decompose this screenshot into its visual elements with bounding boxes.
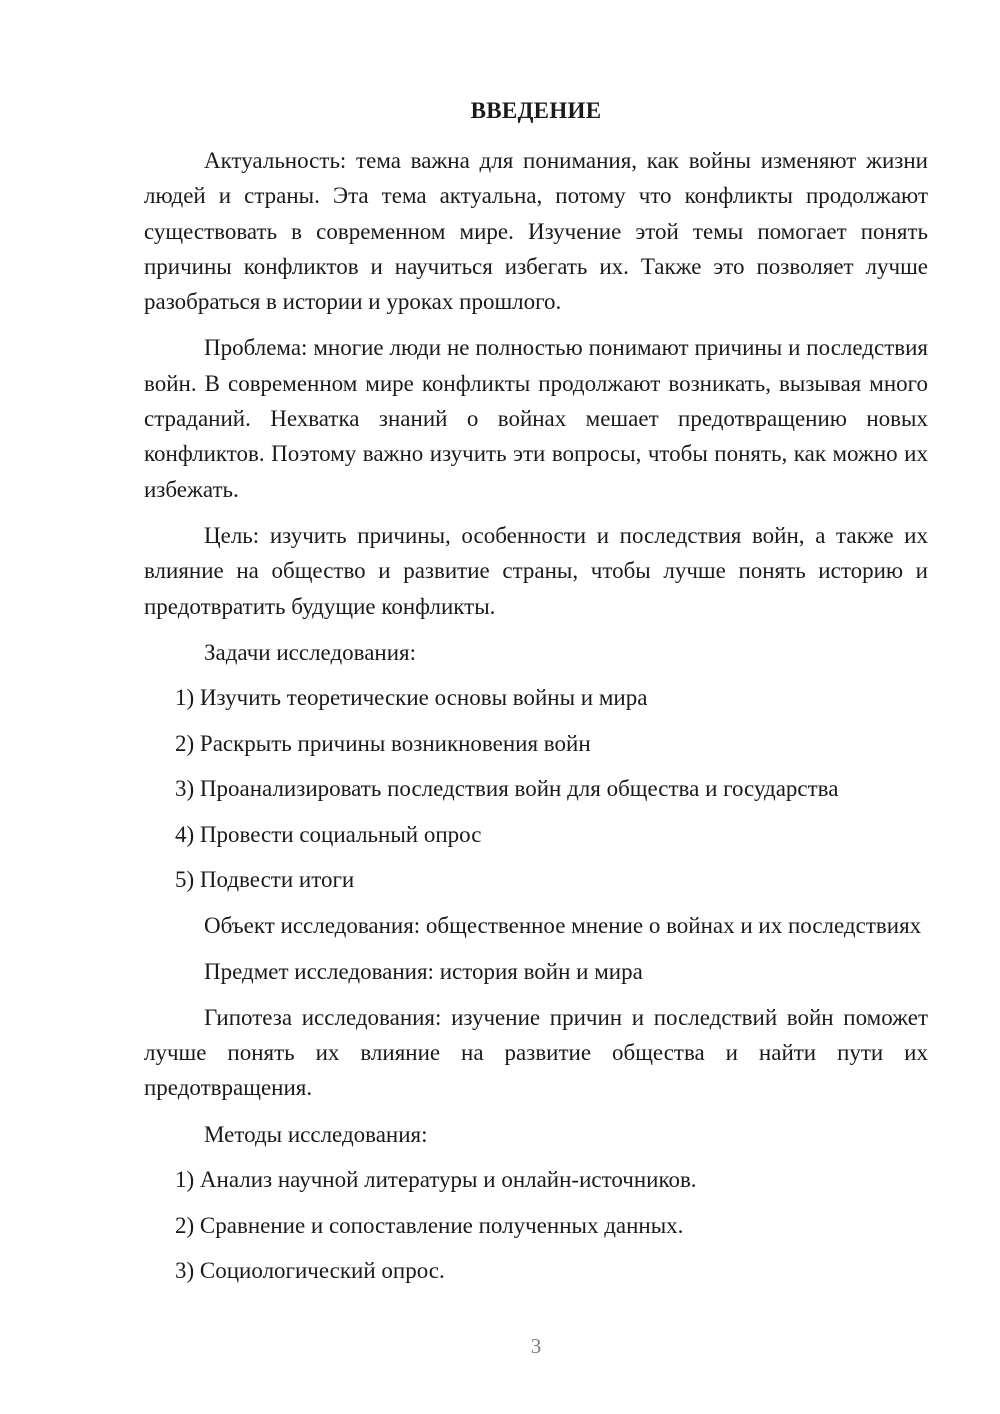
problem-paragraph: Проблема: многие люди не полностью понимают причины и последствия войн. В современном мире конфликты продолжают возникать, вызывая много страданий. Нехватка знаний о войнах мешает предотвращению новых конфликтов. Поэтому важно изучить эти вопросы, чтобы понять, как можно их избежать. (144, 335, 928, 502)
section-title: ВВЕДЕНИЕ (470, 98, 602, 123)
body-text (144, 143, 928, 1299)
goal-paragraph: Цель: изучить причины, особенности и последствия войн, а также их влияние на общество и развитие страны, чтобы лучше понять историю и предотвратить будущие конфликты. (144, 522, 928, 619)
task-item: 3) Проанализировать последствия войн для общества и государства (175, 776, 839, 802)
method-item: 1) Анализ научной литературы и онлайн-источников. (175, 1167, 697, 1193)
task-item: 2) Раскрыть причины возникновения войн (175, 730, 591, 756)
object-paragraph: Объект исследования: общественное мнение о войнах и их последствиях (204, 912, 922, 938)
task-item: 1) Изучить теоретические основы войны и мира (175, 685, 648, 711)
task-item: 5) Подвести итоги (175, 867, 355, 893)
tasks-heading: Задачи исследования: (204, 639, 417, 665)
task-item: 4) Провести социальный опрос (175, 821, 482, 847)
subject-paragraph: Предмет исследования: история войн и мира (204, 959, 643, 985)
methods-heading: Методы исследования: (204, 1121, 428, 1147)
relevance-paragraph: Актуальность: тема важна для понимания, как войны изменяют жизни людей и страны. Эта тема актуальна, потому что конфликты продолжают существовать в современном мире. Изучение этой темы помогает понять причины конфликтов и научиться избегать их. Также это позволяет лучше разобраться в истории и уроках прошлого. (144, 148, 928, 315)
page-number: 3 (530, 1334, 542, 1358)
method-item: 3) Социологический опрос. (175, 1258, 445, 1284)
hypothesis-paragraph: Гипотеза исследования: изучение причин и последствий войн поможет лучше понять их влияние на развитие общества и найти пути их предотвращения. (144, 1004, 928, 1101)
method-item: 2) Сравнение и сопоставление полученных данных. (175, 1212, 684, 1238)
